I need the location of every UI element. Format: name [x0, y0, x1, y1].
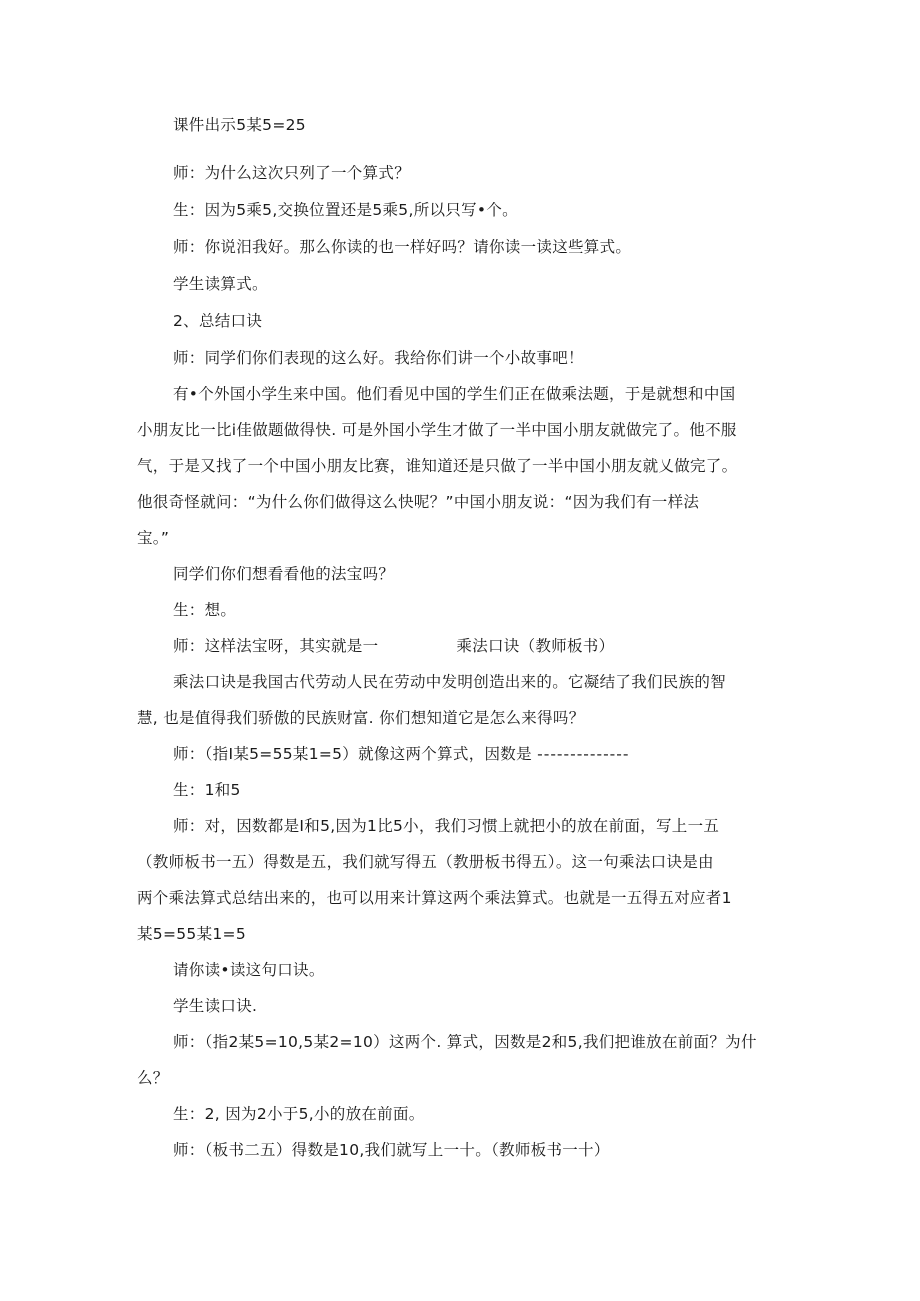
paragraph-student-two: 生：2, 因为2小于5,小的放在前面。	[173, 1105, 425, 1123]
answer-blank: --------------	[537, 745, 630, 763]
paragraph-students-read: 学生读算式。	[173, 275, 268, 293]
paragraph-treasure	[173, 636, 614, 656]
paragraph-origin-line: 慧, 也是值得我们骄傲的民族财富. 你们想知道它是怎么来得吗？	[137, 709, 585, 727]
treasure-lead: 师：这样法宝呀，其实就是一	[173, 637, 379, 655]
paragraph-explanation-line: 两个乘法算式总结出来的，也可以用来计算这两个乘法算式。也就是一五得五对应者1	[137, 889, 732, 907]
paragraph-explanation-line: 师：对，因数都是I和5,因为1比5小，我们习惯上就把小的放在前面，写上一五	[173, 817, 720, 835]
paragraph-teacher-praise: 师：你说汨我好。那么你读的也一样好吗？请你读一读这些算式。	[173, 238, 632, 256]
paragraph-courseware: 课件出示5某5=25	[173, 116, 306, 134]
paragraph-second-question-line: 么？	[137, 1069, 169, 1087]
paragraph-factors-question	[173, 744, 629, 764]
story-line: 宝。”	[137, 529, 170, 547]
story-line: 小朋友比一比i佳做题做得快. 可是外国小学生才做了一半中国小朋友就做完了。他不服	[137, 421, 737, 439]
factors-question-text: 师：（指I某5=55某1=5）就像这两个算式，因数是	[173, 745, 532, 763]
story-line: 他很奇怪就问：“为什么你们做得这么快呢？”中国小朋友说：“因为我们有一样法	[137, 493, 700, 511]
paragraph-students-read-rhyme: 学生读口诀.	[173, 997, 258, 1015]
paragraph-read-rhyme: 请你读•读这句口诀。	[173, 961, 325, 979]
paragraph-teacher-story-intro: 师：同学们你们表现的这么好。我给你们讲一个小故事吧！	[173, 349, 584, 367]
paragraph-second-question-line: 师：（指2某5=10,5某2=10）这两个. 算式，因数是2和5,我们把谁放在前面？为什	[173, 1033, 757, 1051]
paragraph-teacher-question: 师：为什么这次只列了一个算式？	[173, 164, 411, 182]
paragraph-student-yes: 生：想。	[173, 601, 237, 619]
story-line: 气，于是又找了一个中国小朋友比赛，谁知道还是只做了一半中国小朋友就乂做完了。	[137, 457, 738, 475]
paragraph-explanation-line: （教师板书一五）得数是五，我们就写得五（教册板书得五）。这一句乘法口诀是由	[137, 853, 714, 871]
paragraph-origin-line: 乘法口诀是我国古代劳动人民在劳动中发明创造出来的。它凝结了我们民族的智	[173, 673, 727, 691]
treasure-board-note: 乘法口诀（教师板书）	[456, 637, 615, 655]
paragraph-question: 同学们你们想看看他的法宝吗？	[173, 565, 395, 583]
paragraph-board-two-five: 师：（板书二五）得数是10,我们就写上一十。（教师板书一十）	[173, 1141, 610, 1159]
paragraph-student-answer: 生：因为5乘5,交换位置还是5乘5,所以只写•个。	[173, 201, 518, 219]
story-line: 有•个外国小学生来中国。他们看见中国的学生们正在做乘法题，于是就想和中国	[173, 385, 736, 403]
section-heading: 2、总结口诀	[173, 312, 263, 330]
paragraph-explanation-line: 某5=55某1=5	[137, 925, 246, 943]
paragraph-student-factors: 生：1和5	[173, 781, 241, 799]
